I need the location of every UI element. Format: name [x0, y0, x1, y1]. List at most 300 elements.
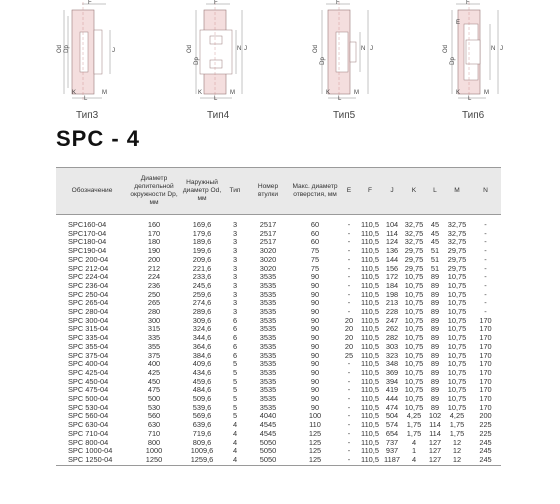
- table-cell: 262: [385, 325, 399, 334]
- table-cell: 110,5: [361, 316, 379, 325]
- dim-letter-l: L: [338, 96, 342, 102]
- table-row: [56, 352, 501, 361]
- table-cell: 114: [429, 421, 441, 430]
- table-cell: 102: [428, 412, 442, 421]
- table-cell: 5: [232, 395, 238, 404]
- table-row: [56, 265, 501, 274]
- column-header: E: [340, 168, 358, 215]
- table-cell: 100: [308, 412, 322, 421]
- diagram-type4: [187, 0, 250, 102]
- table-cell: SPC190-04: [68, 247, 107, 256]
- table-cell: SPC 800-04: [68, 438, 109, 447]
- table-cell: SPC 265-04: [68, 299, 109, 308]
- table-cell: 1000: [145, 447, 163, 456]
- table-cell: 5050: [259, 438, 277, 447]
- table-cell: 90: [310, 342, 320, 351]
- table-cell: 710: [147, 429, 161, 438]
- table-cell: 3: [232, 308, 238, 317]
- table-cell: 110,5: [361, 395, 379, 404]
- table-cell: 10,75: [404, 351, 424, 360]
- dim-letter-k: K: [72, 90, 77, 96]
- table-cell: 5050: [259, 447, 277, 456]
- table-cell: 1,75: [406, 421, 422, 430]
- table-cell: 156: [385, 264, 399, 273]
- dim-letter-m: M: [102, 90, 107, 96]
- table-cell: 484,6: [192, 386, 212, 395]
- table-cell: -: [347, 247, 351, 256]
- table-cell: 10,75: [404, 377, 424, 386]
- table-cell: 89: [430, 395, 440, 404]
- table-cell: 630: [147, 421, 161, 430]
- table-cell: 475: [147, 386, 161, 395]
- table-cell: 6: [232, 316, 238, 325]
- table-cell: 409,6: [192, 360, 212, 369]
- table-cell: 12: [444, 456, 470, 465]
- table-cell: 29,75: [404, 255, 424, 264]
- table-cell: 110,5: [361, 377, 379, 386]
- column-header: J: [382, 168, 402, 215]
- table-cell: 12: [452, 447, 462, 456]
- table-cell: 3535: [259, 368, 277, 377]
- table-cell: SPC 335-04: [68, 334, 109, 343]
- table-cell: 245: [479, 438, 492, 447]
- dim-letter-l: L: [468, 96, 472, 102]
- table-cell: 3: [232, 281, 238, 290]
- table-cell: 110,5: [361, 351, 379, 360]
- table-cell: 90: [310, 281, 320, 290]
- table-cell: 160: [147, 221, 161, 229]
- dim-letter-f: F: [466, 0, 470, 6]
- table-cell: 280: [147, 308, 161, 317]
- table-cell: SPC 212-04: [68, 264, 109, 273]
- table-cell: 800: [147, 438, 161, 447]
- table-cell: 110,5: [361, 290, 379, 299]
- table-cell: 10,75: [447, 334, 467, 343]
- table-cell: 809,6: [192, 438, 212, 447]
- column-header: Наружный диаметр Od, мм: [180, 168, 224, 215]
- table-cell: 60: [310, 221, 320, 229]
- table-cell: 110,5: [361, 342, 379, 351]
- table-cell: SPC 355-04: [68, 342, 109, 351]
- table-cell: 10,75: [447, 281, 467, 290]
- table-cell: 170: [479, 368, 492, 377]
- table-cell: 504: [385, 412, 399, 421]
- table-cell: 29,75: [447, 255, 467, 264]
- table-cell: 10,75: [447, 403, 467, 412]
- table-cell: 124: [385, 238, 399, 247]
- table-row: [56, 282, 501, 291]
- table-cell: 189,6: [192, 238, 212, 247]
- table-cell: 20: [344, 334, 354, 343]
- table-cell: 110,5: [361, 368, 379, 377]
- pulley-type-diagrams: [0, 0, 560, 122]
- table-cell: 2517: [259, 221, 277, 229]
- dim-letter-dp: Dp: [63, 45, 70, 53]
- table-cell: 45: [430, 221, 440, 229]
- table-cell: 3535: [259, 360, 277, 369]
- table-row: [56, 299, 501, 308]
- table-cell: 29,75: [447, 264, 467, 273]
- table-cell: 89: [430, 325, 440, 334]
- table-cell: 225: [479, 421, 492, 430]
- table-cell: 89: [430, 290, 440, 299]
- dim-letter-od: Od: [57, 44, 64, 54]
- table-cell: 245: [479, 447, 492, 456]
- table-cell: 3535: [259, 281, 277, 290]
- table-cell: 90: [310, 395, 320, 404]
- table-cell: 369: [385, 368, 399, 377]
- table-cell: SPC 224-04: [68, 273, 109, 282]
- table-cell: 127: [426, 456, 444, 465]
- table-cell: 303: [385, 342, 399, 351]
- table-cell: 4: [232, 421, 238, 430]
- diagram-type3-label: Тип3: [76, 110, 99, 121]
- table-cell: 110,5: [361, 308, 379, 317]
- table-cell: 170: [479, 377, 492, 386]
- table-cell: 3: [232, 273, 238, 282]
- table-cell: SPC 530-04: [68, 403, 109, 412]
- table-cell: 3: [232, 238, 238, 247]
- dim-letter-f: F: [88, 0, 92, 6]
- table-cell: 4: [224, 456, 246, 465]
- table-cell: 51: [430, 247, 440, 256]
- table-cell: 127: [428, 447, 442, 456]
- table-cell: 51: [430, 264, 440, 273]
- table-cell: 172: [385, 273, 399, 282]
- table-cell: 10,75: [404, 273, 424, 282]
- table-cell: -: [347, 447, 351, 456]
- table-cell: 1250: [128, 456, 180, 465]
- table-cell: 179,6: [192, 229, 212, 238]
- table-cell: 170: [479, 351, 492, 360]
- table-cell: 3: [232, 264, 238, 273]
- table-row: [56, 378, 501, 387]
- table-row: [56, 421, 501, 430]
- table-cell: -: [484, 229, 487, 238]
- table-cell: 89: [430, 334, 440, 343]
- dim-letter-j: J: [112, 48, 115, 54]
- table-cell: 400: [147, 360, 161, 369]
- table-cell: -: [347, 395, 351, 404]
- table-cell: -: [347, 281, 351, 290]
- table-cell: 90: [310, 368, 320, 377]
- dim-letter-dp: Dp: [193, 57, 200, 65]
- table-cell: -: [347, 221, 351, 229]
- table-cell: 5050: [246, 456, 290, 465]
- table-cell: SPC 475-04: [68, 386, 109, 395]
- table-row: [56, 386, 501, 395]
- table-cell: 10,75: [404, 281, 424, 290]
- table-cell: 10,75: [447, 316, 467, 325]
- table-cell: 247: [385, 316, 399, 325]
- table-cell: 3535: [259, 273, 277, 282]
- table-cell: -: [347, 386, 351, 395]
- table-cell: 110,5: [361, 403, 379, 412]
- table-cell: 144: [385, 255, 399, 264]
- table-cell: SPC 500-04: [68, 395, 109, 404]
- table-cell: 90: [310, 386, 320, 395]
- table-cell: 654: [385, 429, 399, 438]
- table-cell: -: [347, 403, 351, 412]
- table-cell: 10,75: [404, 334, 424, 343]
- dim-letter-k: K: [326, 90, 331, 96]
- dim-letter-od: Od: [313, 44, 320, 54]
- table-cell: 10,75: [447, 351, 467, 360]
- table-cell: 355: [147, 342, 161, 351]
- table-cell: 474: [385, 403, 399, 412]
- table-cell: 3535: [259, 351, 277, 360]
- table-cell: -: [484, 221, 487, 229]
- table-cell: 20: [344, 316, 354, 325]
- table-cell: SPC160-04: [68, 221, 107, 229]
- table-cell: 110,5: [361, 264, 379, 273]
- table-cell: 425: [147, 368, 161, 377]
- table-cell: 10,75: [447, 377, 467, 386]
- table-cell: 5: [232, 386, 238, 395]
- table-cell: -: [484, 264, 487, 273]
- table-cell: 1009,6: [190, 447, 214, 456]
- table-cell: 10,75: [404, 325, 424, 334]
- table-cell: 3535: [259, 377, 277, 386]
- table-cell: 110,5: [361, 221, 379, 229]
- table-cell: 309,6: [192, 316, 212, 325]
- table-cell: 1259,6: [180, 456, 224, 465]
- table-cell: -: [347, 438, 351, 447]
- spec-table: [56, 167, 501, 466]
- table-cell: 90: [310, 334, 320, 343]
- table-cell: 29,75: [404, 247, 424, 256]
- dim-letter-j: J: [500, 46, 503, 52]
- table-cell: 10,75: [404, 360, 424, 369]
- table-cell: 937: [385, 447, 399, 456]
- table-row: [56, 404, 501, 413]
- table-cell: -: [484, 281, 487, 290]
- table-cell: 170: [147, 229, 161, 238]
- table-cell: 89: [430, 308, 440, 317]
- table-cell: -: [347, 299, 351, 308]
- table-cell: 5: [232, 360, 238, 369]
- table-cell: 10,75: [404, 395, 424, 404]
- dim-letter-od: Od: [443, 44, 450, 54]
- column-header: Макс. диаметр отверстия, мм: [290, 168, 340, 215]
- table-cell: SPC 315-04: [68, 325, 109, 334]
- table-cell: 60: [310, 238, 320, 247]
- table-cell: 89: [430, 386, 440, 395]
- table-cell: 4: [232, 447, 238, 456]
- table-cell: 3: [232, 255, 238, 264]
- table-cell: 170: [479, 360, 492, 369]
- table-cell: 200: [479, 412, 492, 421]
- table-cell: 1,75: [449, 429, 465, 438]
- table-cell: 209,6: [192, 255, 212, 264]
- table-header: [56, 168, 501, 215]
- table-cell: 90: [310, 273, 320, 282]
- table-cell: 560: [147, 412, 161, 421]
- table-cell: 90: [310, 377, 320, 386]
- table-cell: 289,6: [192, 308, 212, 317]
- table-cell: 3: [232, 290, 238, 299]
- table-cell: 32,75: [447, 221, 467, 229]
- table-cell: 224: [147, 273, 161, 282]
- table-cell: 348: [385, 360, 399, 369]
- table-cell: 3535: [259, 316, 277, 325]
- column-header: L: [426, 168, 444, 215]
- table-cell: 228: [385, 308, 399, 317]
- table-row: [56, 447, 501, 456]
- table-row: [56, 439, 501, 448]
- dim-letter-l: L: [84, 96, 88, 102]
- table-cell: 10,75: [447, 308, 467, 317]
- table-cell: -: [347, 264, 351, 273]
- table-cell: 4: [402, 456, 426, 465]
- table-cell: 6: [232, 334, 238, 343]
- table-cell: 170: [479, 325, 492, 334]
- table-cell: 10,75: [404, 299, 424, 308]
- table-cell: -: [484, 308, 487, 317]
- table-cell: -: [484, 273, 487, 282]
- table-cell: 4040: [259, 412, 277, 421]
- table-cell: 459,6: [192, 377, 212, 386]
- table-cell: 110,5: [361, 247, 379, 256]
- column-header: N: [470, 168, 501, 215]
- table-cell: 29,75: [404, 264, 424, 273]
- table-cell: 274,6: [192, 299, 212, 308]
- table-cell: 419: [385, 386, 399, 395]
- table-cell: -: [347, 273, 351, 282]
- table-cell: 6: [232, 325, 238, 334]
- dim-letter-od: Od: [187, 44, 194, 54]
- table-cell: 199,6: [192, 247, 212, 256]
- table-cell: 10,75: [447, 342, 467, 351]
- table-cell: SPC 375-04: [68, 351, 109, 360]
- table-cell: 10,75: [404, 386, 424, 395]
- table-cell: 110,5: [361, 421, 379, 430]
- table-cell: 282: [385, 334, 399, 343]
- dim-letter-m: M: [230, 90, 235, 96]
- dim-letter-m: M: [484, 90, 489, 96]
- table-cell: 213: [385, 299, 399, 308]
- table-cell: 245,6: [192, 281, 212, 290]
- table-cell: 315: [147, 325, 161, 334]
- table-cell: SPC 250-04: [68, 290, 109, 299]
- table-cell: 574: [385, 421, 399, 430]
- table-cell: 75: [310, 255, 320, 264]
- diagram-type5: [313, 0, 376, 102]
- table-cell: 225: [479, 429, 492, 438]
- table-cell: 5: [232, 377, 238, 386]
- table-cell: SPC 280-04: [68, 308, 109, 317]
- table-row: [56, 360, 501, 369]
- table-cell: 10,75: [447, 368, 467, 377]
- dim-letter-f: F: [214, 0, 218, 6]
- pulley-type4-drawing: [190, 2, 250, 102]
- table-cell: 259,6: [192, 290, 212, 299]
- table-cell: 6: [232, 351, 238, 360]
- table-cell: 110,5: [361, 325, 379, 334]
- table-cell: 90: [310, 403, 320, 412]
- table-cell: 10,75: [404, 316, 424, 325]
- table-cell: 89: [430, 299, 440, 308]
- table-cell: 32,75: [447, 229, 467, 238]
- table-cell: 170: [479, 395, 492, 404]
- table-row: [56, 369, 501, 378]
- table-cell: 89: [430, 377, 440, 386]
- column-header: Диаметр делительной окружности Dp, мм: [128, 168, 180, 215]
- dim-letter-f: F: [336, 0, 340, 6]
- table-cell: 110,5: [361, 386, 379, 395]
- table-cell: -: [347, 255, 351, 264]
- table-cell: -: [347, 308, 351, 317]
- table-cell: 89: [430, 342, 440, 351]
- table-cell: 29,75: [447, 247, 467, 256]
- pulley-type5-drawing: [316, 2, 376, 102]
- table-cell: 3020: [259, 247, 277, 256]
- table-cell: -: [347, 229, 351, 238]
- table-cell: -: [484, 290, 487, 299]
- table-cell: 3535: [259, 334, 277, 343]
- table-cell: 90: [310, 351, 320, 360]
- table-cell: -: [347, 238, 351, 247]
- table-cell: 221,6: [192, 264, 212, 273]
- table-cell: 89: [430, 403, 440, 412]
- table-cell: 719,6: [192, 429, 212, 438]
- table-cell: 3535: [259, 342, 277, 351]
- dim-letter-n: N: [237, 46, 242, 52]
- table-row: [56, 395, 501, 404]
- table-cell: 10,75: [447, 360, 467, 369]
- table-cell: 110,5: [361, 273, 379, 282]
- table-row: [56, 238, 501, 247]
- table-cell: 110,5: [361, 412, 379, 421]
- table-cell: 3535: [259, 395, 277, 404]
- table-cell: 3020: [259, 264, 277, 273]
- table-cell: -: [484, 247, 487, 256]
- table-cell: 32,75: [404, 229, 424, 238]
- table-cell: 110,5: [361, 447, 379, 456]
- table-row: [56, 247, 501, 256]
- table-cell: 250: [147, 290, 161, 299]
- table-cell: 89: [430, 360, 440, 369]
- table-cell: 2517: [259, 229, 277, 238]
- table-row: [56, 325, 501, 334]
- table-cell: 3535: [259, 386, 277, 395]
- table-cell: 10,75: [447, 325, 467, 334]
- table-cell: 127: [428, 438, 442, 447]
- table-row: [56, 221, 501, 230]
- table-cell: 10,75: [404, 290, 424, 299]
- table-cell: 32,75: [404, 221, 424, 229]
- table-cell: 45: [430, 229, 440, 238]
- table-row: [56, 343, 501, 352]
- dim-letter-dp: Dp: [449, 57, 456, 65]
- table-cell: 170: [479, 403, 492, 412]
- column-header: Обозначение: [56, 168, 128, 215]
- table-cell: 125: [290, 456, 340, 465]
- table-row: [56, 291, 501, 300]
- table-cell: 4: [232, 438, 238, 447]
- table-row: [56, 230, 501, 239]
- table-cell: 90: [310, 316, 320, 325]
- table-cell: 10,75: [447, 386, 467, 395]
- table-cell: 20: [344, 325, 354, 334]
- table-cell: -: [347, 360, 351, 369]
- table-cell: 125: [308, 429, 322, 438]
- dim-letter-k: K: [198, 90, 203, 96]
- dim-letter-k: K: [456, 90, 461, 96]
- table-cell: 32,75: [404, 238, 424, 247]
- table-cell: 233,6: [192, 273, 212, 282]
- table-cell: SPC 200-04: [68, 255, 109, 264]
